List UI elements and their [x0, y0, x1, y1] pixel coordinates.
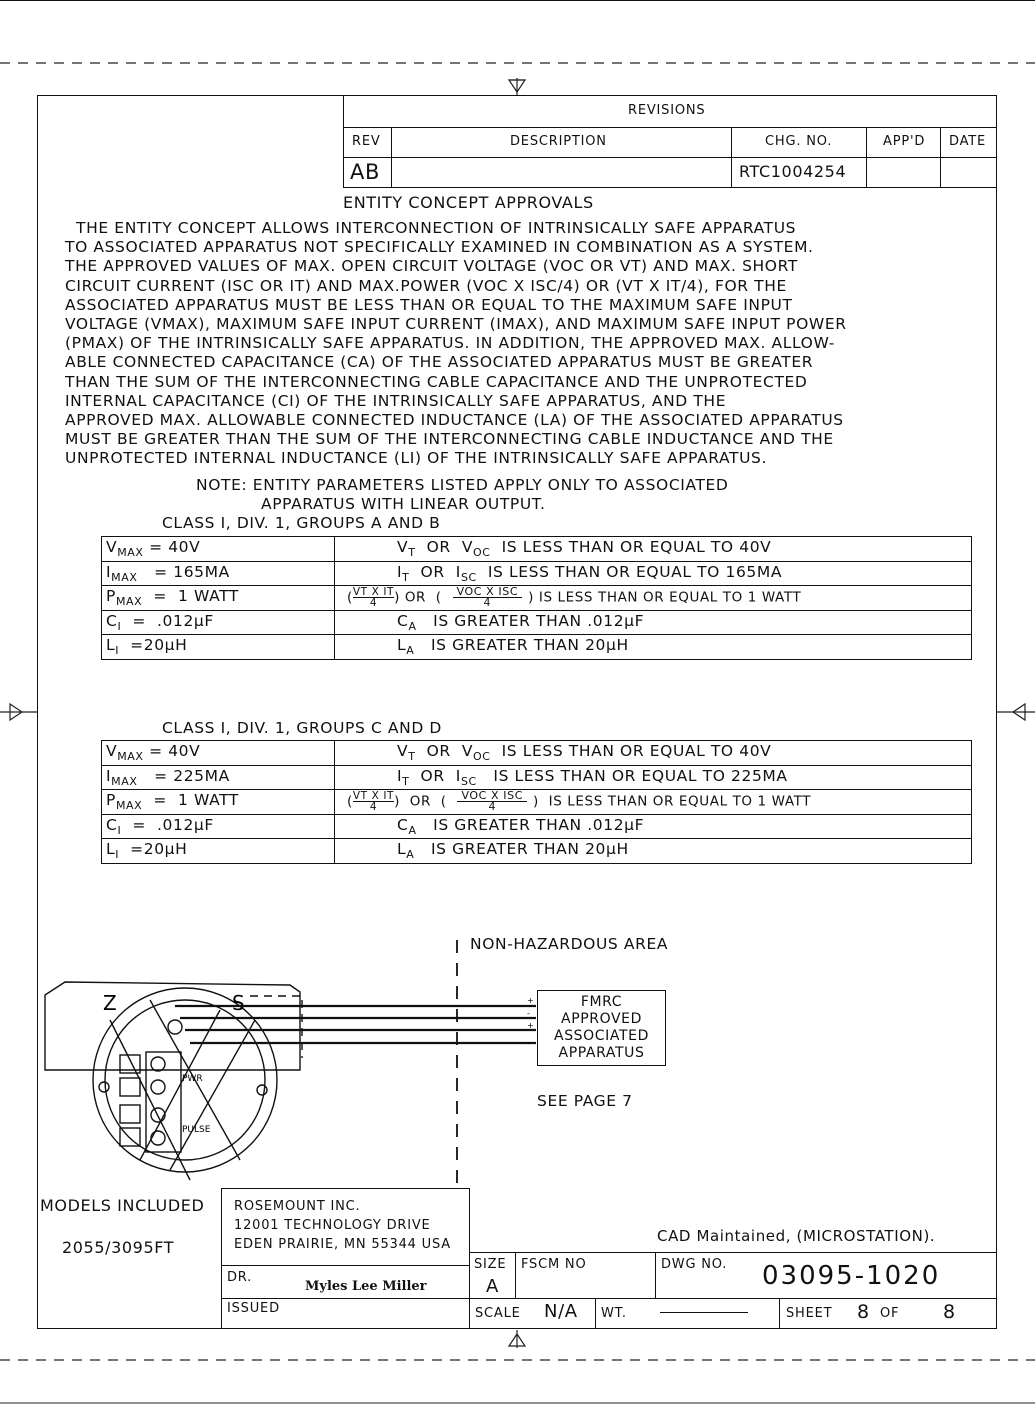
condition-cell: $V_T$ OR $V_{OC}$ IS LESS THAN OR EQUAL TO 40V — [335, 537, 972, 562]
rev-rule-2 — [343, 157, 997, 158]
models-value: 2055/3095FT — [62, 1238, 175, 1257]
bottom-center-arrow — [509, 1330, 525, 1348]
of-label: OF — [880, 1306, 900, 1321]
wire-plus-2: + — [527, 1021, 534, 1030]
entity-paragraph: THE ENTITY CONCEPT ALLOWS INTERCONNECTION OF INTRINSICALLY SAFE APPARATUS TO ASSOCIATED APPARATUS NOT SPECIFICALLY EXAMINED IN COMBINATION AS A SYSTEM. THE APPROVED VALUES OF MAX. OPEN CIRCUIT VOLTAGE (VOC OR VT) AND MAX. SHORT CIRCUIT CURRENT (ISC OR IT) AND MAX.POWER (VOC X ISC/4) OR (VT X IT/4), FOR THE ASSOCIATED APPARATUS MUST BE LESS THAN OR EQUAL TO THE MAXIMUM SAFE INPUT VOLTAGE (VMAX), MAXIMUM SAFE INPUT CURRENT (IMAX), AND MAXIMUM SAFE INPUT POWER (PMAX) OF THE INTRINSICALLY SAFE APPARATUS. IN ADDITION, THE APPROVED MAX. ALLOW- ABLE CONNECTED CAPACITANCE (CA) OF THE ASSOCIATED APPARATUS MUST BE GREATER THAN THE SUM OF THE INTERCONNECTING CABLE CAPACITANCE AND THE UNPROTECTED INTERNAL CAPACITANCE (CI) OF THE INTRINSICALLY SAFE APPARATUS, AND THE APPROVED MAX. ALLOWABLE CONNECTED INDUCTANCE (LA) OF THE ASSOCIATED APPARATUS MUST BE GREATER THAN THE SUM OF THE INTERCONNECTING CABLE INDUCTANCE AND THE UNPROTECTED INTERNAL INDUCTANCE (LI) OF THE INTRINSICALLY SAFE APPARATUS. — [65, 219, 847, 468]
tb-rule-h3 — [469, 1252, 997, 1253]
rev-rule-1 — [343, 127, 997, 128]
tb-rule-v5 — [595, 1298, 596, 1329]
chg-no-col-header: CHG. NO. — [765, 134, 833, 149]
wire-minus-1: - — [527, 1009, 530, 1018]
see-page-label: SEE PAGE 7 — [537, 1092, 633, 1110]
param-cell: $C_I = .012\mu F$ — [102, 610, 335, 635]
dwg-label: DWG NO. — [661, 1257, 728, 1272]
company-line-3: EDEN PRAIRIE, MN 55344 USA — [234, 1237, 451, 1252]
entity-heading: ENTITY CONCEPT APPROVALS — [343, 193, 594, 212]
models-heading: MODELS INCLUDED — [40, 1196, 205, 1215]
description-col-header: DESCRIPTION — [510, 134, 607, 149]
condition-cell: $C_A$ IS GREATER THAN .012µF — [335, 610, 972, 635]
tb-rule-v4 — [655, 1252, 656, 1298]
rev-col-1 — [391, 127, 392, 188]
condition-cell: $L_A$ IS GREATER THAN 20µH — [335, 839, 972, 864]
note-line-2: APPARATUS WITH LINEAR OUTPUT. — [261, 495, 546, 513]
table-row — [102, 537, 972, 562]
box-line-2: APPROVED — [561, 1011, 642, 1027]
rev-col-3 — [866, 127, 867, 188]
condition-cell: $I_T$ OR $I_{SC}$ IS LESS THAN OR EQUAL TO 225MA — [335, 765, 972, 790]
param-cell: $I_{MAX} = 225MA$ — [102, 765, 335, 790]
cad-note: CAD Maintained, (MICROSTATION). — [657, 1227, 936, 1245]
fmrc-apparatus-box — [537, 990, 666, 1066]
left-center-arrow — [0, 704, 37, 720]
param-cell: $L_I =20\mu H$ — [102, 839, 335, 864]
condition-cell: ( $\frac{\text{VT X IT}}{4}$) OR ( VOC X ISC 4 ) IS LESS THAN OR EQUAL TO 1 WATT — [335, 586, 972, 611]
dr-label: DR. — [227, 1270, 253, 1285]
drafter-signature: Myles Lee Miller — [305, 1279, 427, 1294]
tb-rule-h1 — [221, 1265, 470, 1266]
rev-col-4 — [940, 127, 941, 188]
scale-value: N/A — [544, 1301, 578, 1322]
appd-col-header: APP'D — [883, 134, 926, 149]
size-value: A — [486, 1276, 499, 1297]
param-cell: $V_{MAX} = 40V$ — [102, 741, 335, 766]
tb-rule-v1 — [221, 1188, 222, 1329]
issued-label: ISSUED — [227, 1301, 280, 1316]
tb-rule-v2 — [469, 1188, 470, 1329]
revisions-title: REVISIONS — [628, 103, 706, 118]
fscm-label: FSCM NO — [521, 1257, 587, 1272]
box-line-1: FMRC — [580, 994, 623, 1010]
param-cell: $C_I = .012\mu F$ — [102, 814, 335, 839]
transmitter-housing — [45, 982, 300, 1180]
sheet-label: SHEET — [786, 1306, 833, 1321]
wire-plus-1: + — [527, 996, 534, 1005]
table-row — [102, 635, 972, 660]
table1-title: CLASS I, DIV. 1, GROUPS A AND B — [162, 514, 441, 532]
condition-cell: $I_T$ OR $I_{SC}$ IS LESS THAN OR EQUAL TO 165MA — [335, 561, 972, 586]
param-cell: $V_{MAX} = 40V$ — [102, 537, 335, 562]
table-row — [102, 741, 972, 766]
dwg-number: 03095-1020 — [762, 1261, 941, 1291]
wire-minus-2: - — [527, 1039, 530, 1048]
housing-z-label: Z — [103, 991, 117, 1015]
right-center-arrow — [997, 704, 1035, 720]
housing-s-label: S — [232, 991, 245, 1015]
condition-cell: ( $\frac{\text{VT X IT}}{4}$) OR ( VOC X ISC 4 ) IS LESS THAN OR EQUAL TO 1 WATT — [335, 790, 972, 815]
non-hazardous-area-label: NON-HAZARDOUS AREA — [470, 935, 669, 953]
sheet-value: 8 — [857, 1301, 870, 1323]
box-line-4: APPARATUS — [558, 1045, 645, 1061]
table-row — [102, 765, 972, 790]
top-center-arrow — [509, 78, 525, 95]
param-cell: $P_{MAX} = 1$ WATT — [102, 790, 335, 815]
param-cell: $I_{MAX} = 165MA$ — [102, 561, 335, 586]
table-row — [102, 814, 972, 839]
entity-table-groups-cd — [101, 740, 972, 864]
rev-value: AB — [350, 160, 380, 184]
table2-title: CLASS I, DIV. 1, GROUPS C AND D — [162, 719, 442, 737]
of-value: 8 — [943, 1301, 956, 1323]
company-line-2: 12001 TECHNOLOGY DRIVE — [234, 1218, 431, 1233]
table-row — [102, 561, 972, 586]
table-row — [102, 610, 972, 635]
wt-label: WT. — [601, 1306, 627, 1321]
company-line-1: ROSEMOUNT INC. — [234, 1199, 361, 1214]
size-label: SIZE — [474, 1257, 507, 1272]
wt-blank-line — [660, 1312, 748, 1313]
chg-no-value: RTC1004254 — [739, 162, 847, 181]
condition-cell: $V_T$ OR $V_{OC}$ IS LESS THAN OR EQUAL TO 40V — [335, 741, 972, 766]
note-line-1: NOTE: ENTITY PARAMETERS LISTED APPLY ONLY TO ASSOCIATED — [196, 476, 729, 494]
tb-rule-v6 — [779, 1298, 780, 1329]
entity-table-groups-ab — [101, 536, 972, 660]
table-row — [102, 839, 972, 864]
table-row — [102, 790, 972, 815]
param-cell: $P_{MAX} = 1$ WATT — [102, 586, 335, 611]
tb-rule-h2 — [221, 1298, 997, 1299]
scale-label: SCALE — [475, 1306, 521, 1321]
signal-wires — [175, 1006, 536, 1043]
tb-rule-v3 — [515, 1252, 516, 1298]
tb-rule-h0 — [221, 1188, 470, 1189]
condition-cell: $L_A$ IS GREATER THAN 20µH — [335, 635, 972, 660]
date-col-header: DATE — [949, 134, 987, 149]
pulse-label: PULSE — [182, 1125, 211, 1135]
param-cell: $L_I =20\mu H$ — [102, 635, 335, 660]
rev-col-header: REV — [352, 134, 381, 149]
box-line-3: ASSOCIATED — [554, 1028, 649, 1044]
condition-cell: $C_A$ IS GREATER THAN .012µF — [335, 814, 972, 839]
pwr-label: PWR — [182, 1074, 203, 1084]
rev-col-2 — [731, 127, 732, 188]
table-row — [102, 586, 972, 611]
